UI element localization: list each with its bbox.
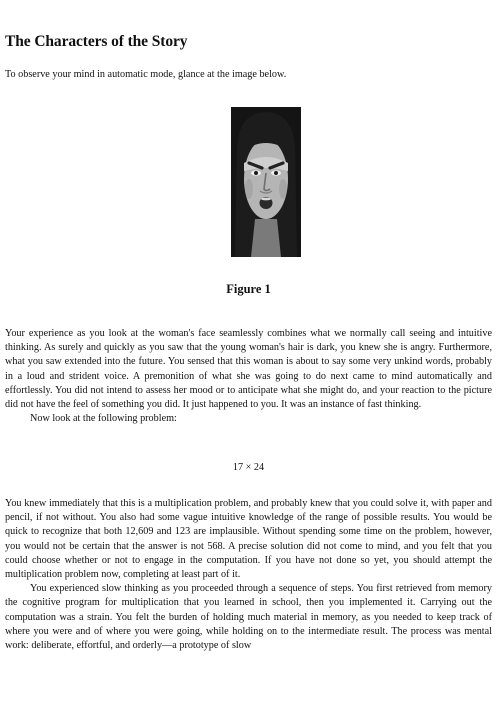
chapter-heading: The Characters of the Story [5, 33, 188, 50]
intro-text: To observe your mind in automatic mode, glance at the image below. [5, 69, 287, 80]
figure-caption: Figure 1 [226, 282, 271, 296]
multiplication-problem: 17 × 24 [232, 462, 265, 473]
angry-woman-photo [231, 107, 301, 257]
paragraph-slow-thinking [5, 497, 492, 653]
paragraph-text: Now look at the following problem: [30, 413, 177, 425]
paragraph-text: Your experience as you look at the woman's face seamlessly combines what we normally call seeing and intuitive thinking. As surely and quickly as you saw that the young woman's hair is dark, you knew she is angry. Furthermore, what you saw extended into the future. You sensed that this woman is about to say some very unkind words, probably in a loud and strident voice. A premonition of what she was going to do next came to mind automatically and effortlessly. You did not intend to assess her mood or to anticipate what she might do, and your reaction to the picture did not have the feel of something you did. It just happened to you. It was an instance of fast thinking. [5, 328, 492, 411]
paragraph-text: You experienced slow thinking as you proceeded through a sequence of steps. You first retrieved from memory the cognitive program for multiplication that you learned in school, then you implemented it. Carrying out the computation was a strain. You felt the burden of holding much material in memory, as you needed to keep track of where you were and of where you were going, while holding on to the intermediate result. The process was mental work: deliberate, effortful, and orderly—a prototype of slow [5, 583, 492, 652]
face-illustration [231, 107, 301, 257]
paragraph-fast-thinking [5, 327, 492, 426]
paragraph-text: You knew immediately that this is a multiplication problem, and probably knew that you could solve it, with paper and pencil, if not without. You also had some vague intuitive knowledge of the range of possible results. You would be quick to recognize that both 12,609 and 123 are implausible. Without spending some time on the problem, however, you would not be certain that the answer is not 568. A precise solution did not come to mind, and you felt that you could choose whether or not to engage in the computation. If you have not done so yet, you should attempt the multiplication problem now, completing at least part of it. [5, 498, 492, 581]
